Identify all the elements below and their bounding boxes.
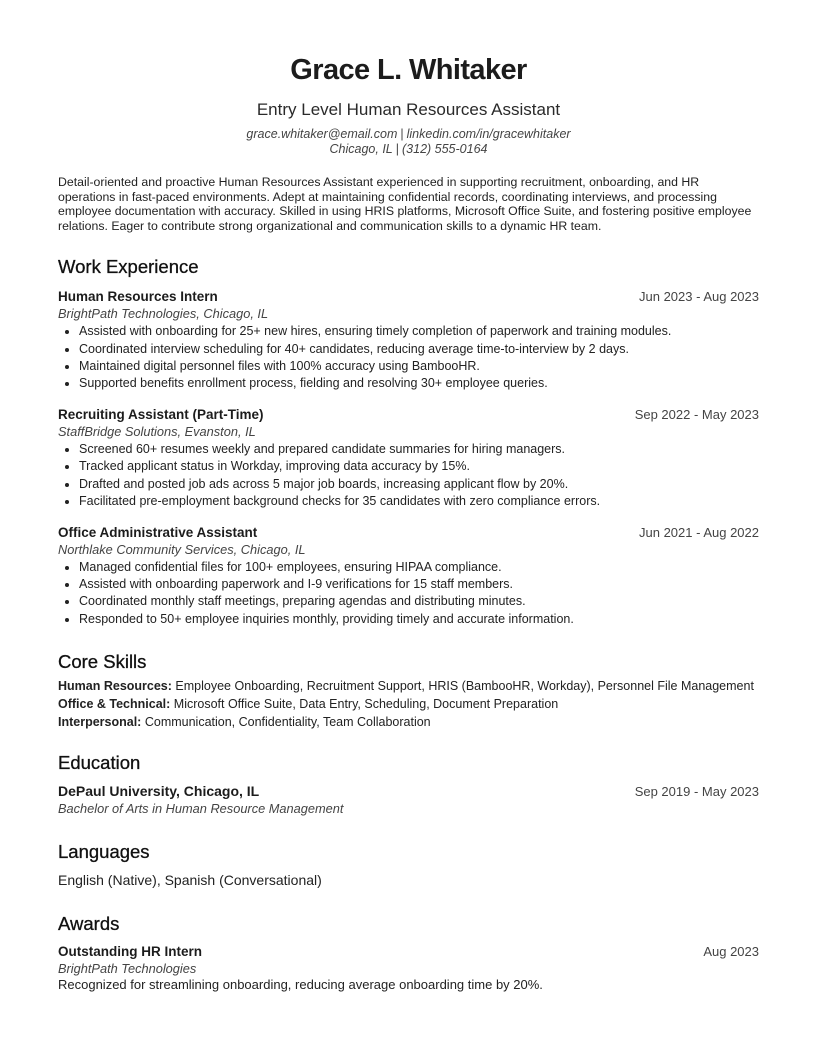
job-header: [58, 524, 759, 541]
email-link[interactable]: grace.whitaker@email.com: [246, 127, 398, 141]
job-dates: Sep 2022 - May 2023: [634, 407, 759, 423]
award-description: Recognized for streamlining onboarding, reducing average onboarding time by 20%.: [58, 976, 543, 992]
bullet-item: • Screened 60+ resumes weekly and prepared candidate summaries for hiring managers.: [79, 441, 759, 458]
job-title: Human Resources Intern: [58, 289, 218, 305]
resume-page: [58, 52, 759, 993]
education-section: [58, 752, 759, 817]
job-header: [58, 406, 759, 423]
section-heading-skills: Core Skills: [58, 650, 147, 672]
job-title: Recruiting Assistant (Part-Time): [58, 407, 264, 423]
job-company: BrightPath Technologies, Chicago, IL: [58, 306, 269, 322]
skill-group-value: Microsoft Office Suite, Data Entry, Scheduling, Document Preparation: [173, 696, 559, 711]
education-dates: Sep 2019 - May 2023: [634, 783, 759, 799]
bullet-item: • Coordinated monthly staff meetings, preparing agendas and distributing minutes.: [79, 593, 759, 610]
job-title: Entry Level Human Resources Assistant: [256, 100, 561, 119]
bullet-item: • Facilitated pre-employment background checks for 35 candidates with zero compliance errors.: [79, 493, 759, 510]
contact-line-2: [58, 142, 759, 157]
work-experience-section: [58, 256, 759, 627]
contact-info: [58, 127, 759, 157]
bullet-item: • Managed confidential files for 100+ employees, ensuring HIPAA compliance.: [79, 559, 759, 576]
job-entry: [58, 524, 759, 628]
professional-summary: Detail-oriented and proactive Human Resources Assistant experienced in supporting recruitment, onboarding, and HR operations in fast-paced environments. Adept at maintaining confidential records, coordinating interviews, and processing employee documentation with accuracy. Skilled in using HRIS platforms, Microsoft Office Suite, and fostering positive employee relations. Eager to contribute strong organizational and communication skills to a dynamic HR team.: [58, 175, 752, 233]
location-text: Chicago, IL: [329, 142, 393, 156]
skill-group-value: Communication, Confidentiality, Team Collaboration: [144, 714, 431, 729]
award-date: Aug 2023: [703, 943, 759, 959]
bullet-item: • Tracked applicant status in Workday, improving data accuracy by 15%.: [79, 458, 759, 475]
contact-separator: |: [400, 127, 404, 141]
skill-group-value: Employee Onboarding, Recruitment Support, HRIS (BambooHR, Workday), Personnel File Management: [175, 678, 754, 693]
languages-text: English (Native), Spanish (Conversational): [58, 871, 322, 888]
section-heading-awards: Awards: [58, 912, 120, 934]
skill-group-label: Office & Technical:: [58, 696, 171, 711]
job-bullets: [58, 559, 759, 628]
skill-group-label: Interpersonal:: [58, 714, 142, 729]
job-company: StaffBridge Solutions, Evanston, IL: [58, 424, 256, 440]
skill-group: [58, 697, 759, 711]
award-organization: BrightPath Technologies: [58, 960, 197, 976]
job-bullets: [58, 323, 759, 392]
education-header: [58, 783, 759, 800]
bullet-item: • Coordinated interview scheduling for 40+ candidates, reducing average time-to-interview by 2 days.: [79, 341, 759, 358]
degree-text: Bachelor of Arts in Human Resource Management: [58, 800, 344, 816]
section-heading-languages: Languages: [58, 840, 150, 862]
job-dates: Jun 2023 - Aug 2023: [639, 289, 759, 305]
languages-section: [58, 841, 759, 889]
skill-group-label: Human Resources:: [58, 678, 172, 693]
school-name: DePaul University, Chicago, IL: [58, 782, 260, 799]
job-entry: [58, 406, 759, 510]
job-dates: Jun 2021 - Aug 2022: [639, 525, 759, 540]
section-heading-experience: Work Experience: [58, 256, 199, 278]
job-entry: [58, 288, 759, 392]
bullet-item: • Assisted with onboarding paperwork and I-9 verifications for 15 staff members.: [79, 576, 759, 593]
bullet-item: • Responded to 50+ employee inquiries monthly, providing timely and accurate information.: [79, 611, 759, 628]
bullet-item: • Drafted and posted job ads across 5 major job boards, increasing applicant flow by 20%.: [79, 476, 759, 493]
core-skills-section: [58, 651, 759, 729]
award-title: Outstanding HR Intern: [58, 943, 202, 959]
linkedin-link[interactable]: linkedin.com/in/gracewhitaker: [406, 127, 571, 141]
award-header: [58, 943, 759, 960]
phone-text: (312) 555-0164: [402, 142, 488, 156]
bullet-item: • Supported benefits enrollment process, fielding and resolving 30+ employee queries.: [79, 375, 759, 392]
section-heading-education: Education: [58, 751, 141, 773]
bullet-item: • Assisted with onboarding for 25+ new hires, ensuring timely completion of paperwork and training modules.: [79, 323, 759, 340]
job-title: Office Administrative Assistant: [58, 525, 258, 540]
awards-section: [58, 913, 759, 993]
job-company: Northlake Community Services, Chicago, IL: [58, 542, 306, 557]
bullet-item: • Maintained digital personnel files with 100% accuracy using BambooHR.: [79, 358, 759, 375]
skill-group: [58, 679, 759, 693]
contact-separator: |: [395, 142, 399, 156]
job-bullets: [58, 441, 759, 510]
contact-line-1: [58, 127, 759, 142]
skill-group: [58, 715, 759, 729]
job-header: [58, 288, 759, 305]
candidate-name: Grace L. Whitaker: [290, 54, 527, 86]
